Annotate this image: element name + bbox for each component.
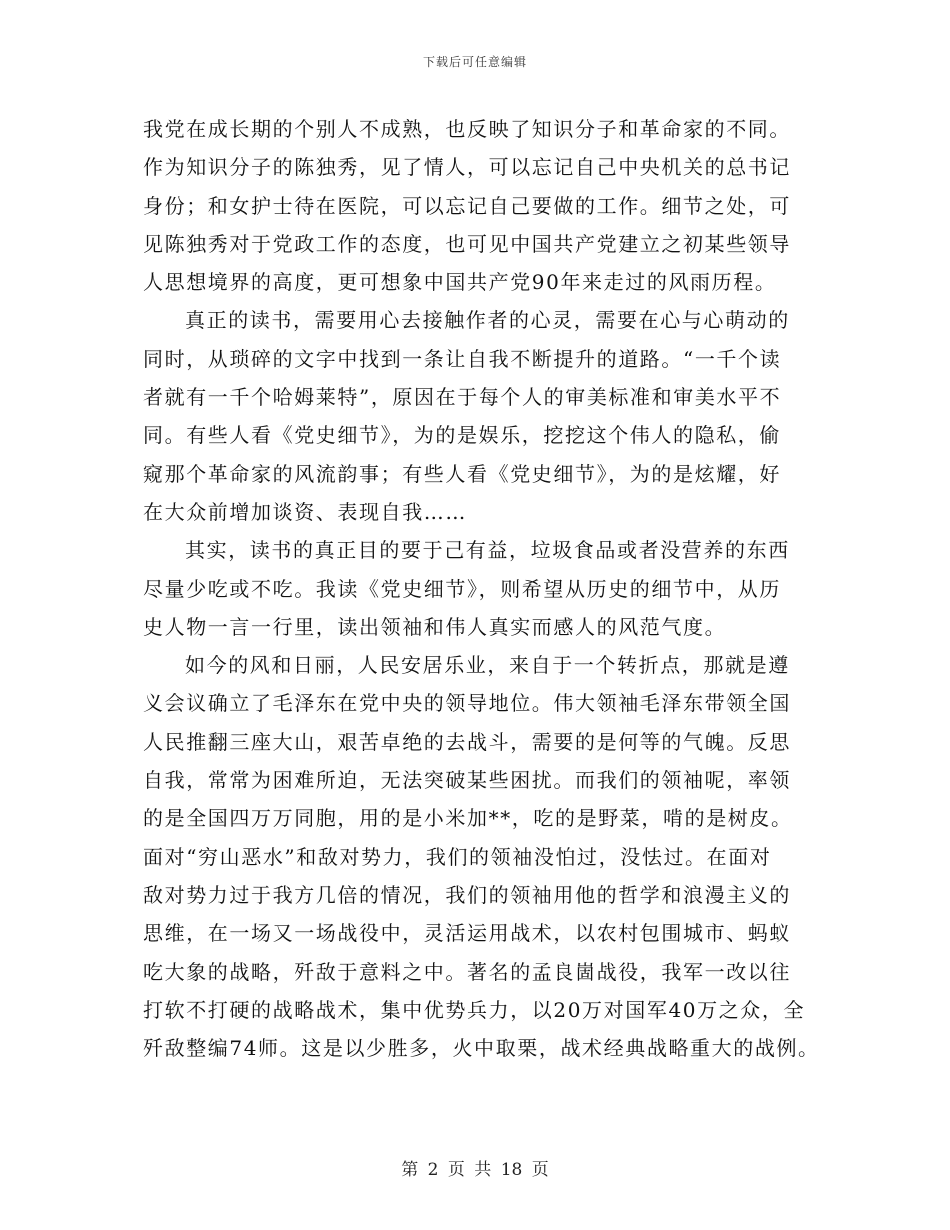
text-line: 窥那个革命家的风流韵事；有些人看《党史细节》，为的是炫耀，好 [143, 461, 781, 486]
text-line: 义会议确立了毛泽东在党中央的领导地位。伟大领袖毛泽东带领全国 [143, 691, 791, 716]
text-line: 我党在成长期的个别人不成熟，也反映了知识分子和革命家的不同。 [143, 117, 791, 141]
text-line: 歼敌整编74师。这是以少胜多，火中取栗，战术经典战略重大的战例。 [143, 1036, 820, 1061]
text-line: 作为知识分子的陈独秀，见了情人，可以忘记自己中央机关的总书记 [143, 155, 791, 180]
body-text [143, 110, 820, 1067]
text-line: 史人物一言一行里，读出领袖和伟人真实而感人的风范气度。 [143, 614, 727, 639]
text-line: 人民推翻三座大山，艰苦卓绝的去战斗，需要的是何等的气魄。反思 [143, 729, 791, 754]
text-line: 面对“穷山恶水”和敌对势力，我们的领袖没怕过，没怯过。在面对 [143, 844, 772, 869]
text-line: 吃大象的战略，歼敌于意料之中。著名的孟良崮战役，我军一改以往 [143, 959, 791, 984]
text-line: 自我，常常为困难所迫，无法突破某些困扰。而我们的领袖呢，率领 [143, 768, 791, 793]
text-line: 者就有一千个哈姆莱特”，原因在于每个人的审美标准和审美水平不 [143, 385, 782, 410]
page-number-footer: 第 2 页 共 18 页 [401, 1160, 549, 1180]
paragraph-first-line: 其实，读书的真正目的要于己有益，垃圾食品或者没营养的东西 [185, 538, 790, 563]
text-line: 人思想境界的高度，更可想象中国共产党90年来走过的风雨历程。 [143, 270, 777, 295]
text-line: 同。有些人看《党史细节》，为的是娱乐，挖挖这个伟人的隐私，偷 [143, 423, 781, 448]
text-line: 尽量少吃或不吃。我读《党史细节》，则希望从历史的细节中，从历 [143, 576, 781, 601]
text-line: 在大众前增加谈资、表现自我…… [143, 499, 467, 524]
paragraph-first-line: 真正的读书，需要用心去接触作者的心灵，需要在心与心萌动的 [185, 308, 790, 333]
paragraph-first-line: 如今的风和日丽，人民安居乐业，来自于一个转折点，那就是遵 [185, 653, 790, 678]
text-line: 的是全国四万万同胞，用的是小米加**，吃的是野菜，啃的是树皮。 [143, 806, 793, 831]
text-line: 思维，在一场又一场战役中，灵活运用战术，以农村包围城市、蚂蚁 [143, 921, 791, 946]
text-line: 同时，从琐碎的文字中找到一条让自我不断提升的道路。“一千个读 [143, 346, 782, 371]
text-line: 打软不打硬的战略战术，集中优势兵力，以20万对国军40万之众，全 [143, 997, 806, 1022]
text-line: 身份；和女护士待在医院，可以忘记自己要做的工作。细节之处，可 [143, 193, 791, 218]
text-line: 敌对势力过于我方几倍的情况，我们的领袖用他的哲学和浪漫主义的 [143, 882, 791, 907]
page-header: 下载后可任意编辑 [422, 55, 527, 69]
text-line: 见陈独秀对于党政工作的态度，也可见中国共产党建立之初某些领导 [143, 231, 791, 256]
